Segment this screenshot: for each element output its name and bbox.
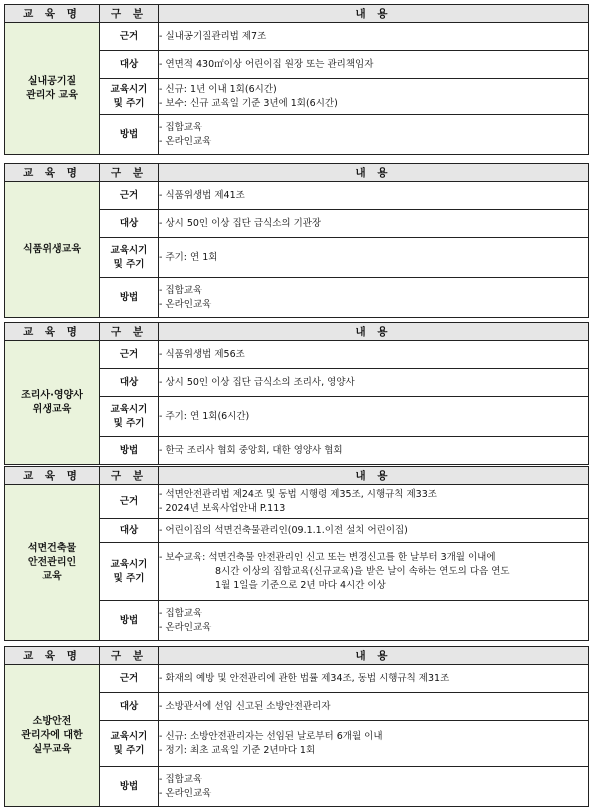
content-line: - 신규: 1년 이내 1회(6시간) — [159, 83, 277, 95]
content-line: - 주기: 연 1회 — [159, 251, 218, 263]
table-row — [5, 485, 589, 519]
table-header-row — [5, 647, 589, 665]
content-line: - 보수교육: 석면건축물 안전관리인 신고 또는 변경신고를 한 날부터 3개월 이내에 — [159, 551, 496, 563]
content-line: - 상시 50인 이상 집단 급식소의 조리사, 영양사 — [159, 376, 355, 388]
content-line: - 보수: 신규 교육일 기준 3년에 1회(6시간) — [159, 97, 338, 109]
content-cell — [159, 51, 589, 79]
content-cell — [159, 543, 589, 601]
content-line: - 식품위생법 제41조 — [159, 189, 245, 201]
content-cell — [159, 369, 589, 397]
education-name: 소방안전 관리자에 대한 실무교육 — [5, 665, 100, 807]
header-education-name: 교 육 명 — [5, 323, 100, 341]
content-cell — [159, 721, 589, 767]
category-cell: 근거 — [100, 665, 159, 693]
content-line: - 정기: 최초 교육일 기준 2년마다 1회 — [159, 744, 316, 756]
content-line: - 온라인교육 — [159, 298, 212, 310]
content-cell — [159, 665, 589, 693]
content-cell — [159, 115, 589, 155]
category-cell: 대상 — [100, 369, 159, 397]
education-table — [4, 646, 589, 807]
content-line: - 집합교육 — [159, 607, 203, 619]
education-table — [4, 466, 589, 641]
education-name: 조리사·영양사 위생교육 — [5, 341, 100, 465]
content-line: - 석면안전관리법 제24조 및 동법 시행령 제35조, 시행규칙 제33조 — [159, 488, 437, 500]
content-line: - 집합교육 — [159, 284, 203, 296]
content-cell — [159, 767, 589, 807]
header-category: 구 분 — [100, 5, 159, 23]
header-category: 구 분 — [100, 467, 159, 485]
category-cell: 대상 — [100, 210, 159, 238]
content-cell — [159, 601, 589, 641]
category-cell: 교육시기 및 주기 — [100, 79, 159, 115]
header-education-name: 교 육 명 — [5, 164, 100, 182]
header-content: 내 용 — [159, 467, 589, 485]
education-name: 석면건축물 안전관리인 교육 — [5, 485, 100, 641]
content-line: - 신규: 소방안전관리자는 선임된 날로부터 6개월 이내 — [159, 730, 383, 742]
table-header-row — [5, 5, 589, 23]
category-cell: 교육시기 및 주기 — [100, 397, 159, 437]
content-cell — [159, 278, 589, 318]
content-line: - 주기: 연 1회(6시간) — [159, 410, 250, 422]
header-education-name: 교 육 명 — [5, 5, 100, 23]
header-education-name: 교 육 명 — [5, 467, 100, 485]
content-cell — [159, 23, 589, 51]
content-line: - 연면적 430㎡이상 어린이집 원장 또는 관리책임자 — [159, 58, 374, 70]
content-line: - 2024년 보육사업안내 P.113 — [159, 502, 286, 514]
header-content: 내 용 — [159, 323, 589, 341]
content-cell — [159, 437, 589, 465]
content-line: - 집합교육 — [159, 121, 203, 133]
content-cell — [159, 210, 589, 238]
table-row — [5, 665, 589, 693]
header-category: 구 분 — [100, 647, 159, 665]
content-line: - 온라인교육 — [159, 787, 212, 799]
content-cell — [159, 79, 589, 115]
table-row — [5, 182, 589, 210]
content-line: - 한국 조리사 협회 중앙회, 대한 영양사 협회 — [159, 444, 343, 456]
content-line: - 어린이집의 석면건축물관리인(09.1.1.이전 설치 어린이집) — [159, 524, 408, 536]
header-category: 구 분 — [100, 323, 159, 341]
content-line: - 식품위생법 제56조 — [159, 348, 245, 360]
content-line: - 온라인교육 — [159, 135, 212, 147]
content-cell — [159, 519, 589, 543]
table-header-row — [5, 467, 589, 485]
content-line: 8시간 이상의 집합교육(신규교육)을 받은 날이 속하는 연도의 다음 연도 — [215, 565, 510, 577]
content-line: - 집합교육 — [159, 773, 203, 785]
education-table — [4, 322, 589, 465]
content-line: - 소방관서에 선임 신고된 소방안전관리자 — [159, 700, 331, 712]
header-category: 구 분 — [100, 164, 159, 182]
content-cell — [159, 238, 589, 278]
content-line: - 실내공기질관리법 제7조 — [159, 30, 267, 42]
category-cell: 근거 — [100, 485, 159, 519]
header-content: 내 용 — [159, 164, 589, 182]
content-line: - 온라인교육 — [159, 621, 212, 633]
category-cell: 대상 — [100, 51, 159, 79]
content-cell — [159, 397, 589, 437]
category-cell: 방법 — [100, 278, 159, 318]
content-cell — [159, 341, 589, 369]
category-cell: 방법 — [100, 767, 159, 807]
content-cell — [159, 693, 589, 721]
category-cell: 근거 — [100, 182, 159, 210]
category-cell: 교육시기 및 주기 — [100, 543, 159, 601]
category-cell: 교육시기 및 주기 — [100, 721, 159, 767]
table-row — [5, 341, 589, 369]
category-cell: 방법 — [100, 601, 159, 641]
table-header-row — [5, 323, 589, 341]
content-line: 1월 1일을 기준으로 2년 마다 4시간 이상 — [215, 579, 386, 591]
table-header-row — [5, 164, 589, 182]
header-content: 내 용 — [159, 647, 589, 665]
category-cell: 교육시기 및 주기 — [100, 238, 159, 278]
header-content: 내 용 — [159, 5, 589, 23]
education-table — [4, 4, 589, 155]
content-line: - 화재의 예방 및 안전관리에 관한 법률 제34조, 동법 시행규칙 제31조 — [159, 672, 450, 684]
category-cell: 근거 — [100, 23, 159, 51]
education-name: 식품위생교육 — [5, 182, 100, 318]
content-cell — [159, 485, 589, 519]
category-cell: 대상 — [100, 693, 159, 721]
category-cell: 대상 — [100, 519, 159, 543]
category-cell: 근거 — [100, 341, 159, 369]
content-cell — [159, 182, 589, 210]
education-name: 실내공기질 관리자 교육 — [5, 23, 100, 155]
table-row — [5, 23, 589, 51]
header-education-name: 교 육 명 — [5, 647, 100, 665]
category-cell: 방법 — [100, 115, 159, 155]
content-line: - 상시 50인 이상 집단 급식소의 기관장 — [159, 217, 322, 229]
education-table — [4, 163, 589, 318]
category-cell: 방법 — [100, 437, 159, 465]
